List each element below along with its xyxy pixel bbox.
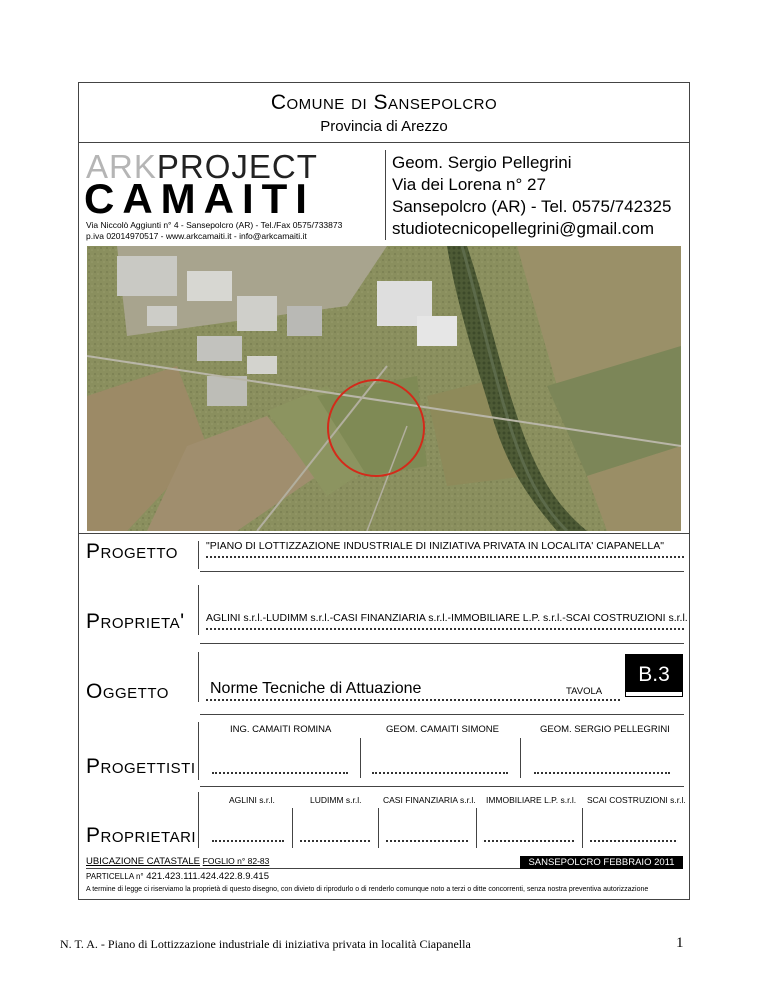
technician-city-tel: Sansepolcro (AR) - Tel. 0575/742325 [392, 197, 672, 216]
proprietario-name-2: LUDIMM s.r.l. [310, 795, 362, 805]
divider-progetto-bottom [200, 571, 684, 572]
progetto-label: Progetto [86, 540, 178, 563]
tavola-strip [625, 691, 683, 697]
proprietario-signature-line-4 [484, 840, 574, 842]
proprietari-separator [198, 792, 199, 848]
camaiti-logo: CAMAITI [84, 175, 315, 222]
progettisti-separator [198, 722, 199, 780]
progetto-dotted-line [206, 556, 684, 558]
progetto-separator [198, 541, 199, 569]
proprieta-label: Proprieta' [86, 610, 185, 633]
proprietari-label: Proprietari [86, 824, 197, 847]
divider-progettisti-bottom [200, 786, 684, 787]
progettista-name-2: GEOM. CAMAITI SIMONE [386, 724, 499, 735]
proprietario-name-5: SCAI COSTRUZIONI s.r.l. [587, 795, 686, 805]
progettisti-col-sep-2 [520, 738, 521, 778]
proprieta-separator [198, 585, 199, 635]
ubicazione-catastale: UBICAZIONE CATASTALE FOGLIO n° 82-83 [86, 856, 270, 867]
tavola-number-box [625, 654, 683, 696]
progetto-value: "PIANO DI LOTTIZZAZIONE INDUSTRIALE DI INIZIATIVA PRIVATA IN LOCALITA' CIAPANELLA" [206, 540, 664, 552]
proprietario-signature-line-3 [386, 840, 468, 842]
technician-street: Via dei Lorena n° 27 [392, 175, 546, 194]
proprietario-signature-line-5 [590, 840, 676, 842]
oggetto-value: Norme Tecniche di Attuazione [210, 680, 422, 697]
proprietario-signature-line-2 [300, 840, 370, 842]
proprietario-name-4: IMMOBILIARE L.P. s.r.l. [486, 795, 577, 805]
catasto-underline [86, 868, 520, 869]
progettista-signature-line-3 [534, 772, 670, 774]
oggetto-dotted-line [206, 699, 620, 701]
divider-proprieta-bottom [200, 643, 684, 644]
technician-contact [392, 152, 688, 240]
aerial-photo [87, 246, 681, 531]
copyright-disclaimer: A termine di legge ci riserviamo la proprietà di questo disegno, con divieto di riprodurlo o di renderlo comunque noto a terzi o ditte concorrenti, senza nostra preventiva autorizzazione [86, 886, 649, 893]
technician-email: studiotecnicopellegrini@gmail.com [392, 219, 654, 238]
proprietari-col-sep-3 [476, 808, 477, 848]
oggetto-separator [198, 652, 199, 702]
date-box: SANSEPOLCRO FEBBRAIO 2011 [520, 856, 683, 869]
tavola-label: TAVOLA [566, 686, 603, 697]
progettisti-col-sep-1 [360, 738, 361, 778]
comune-title: Comune di Sansepolcro [270, 91, 498, 114]
progettista-signature-line-2 [372, 772, 508, 774]
progettista-name-1: ING. CAMAITI ROMINA [230, 724, 332, 735]
tavola-number: B.3 [638, 663, 670, 686]
studio-address: Via Niccolò Aggiunti n° 4 - Sansepolcro (AR) - Tel./Fax 0575/733873 p.iva 02014970517 - www.arkcamaiti.it - info@arkcamaiti.it [86, 220, 343, 241]
proprietari-col-sep-1 [292, 808, 293, 848]
page-footer-text: N. T. A. - Piano di Lottizzazione industriale di iniziativa privata in località Ciapanella [60, 937, 471, 951]
proprieta-dotted-line [206, 628, 684, 630]
proprieta-value: AGLINI s.r.l.-LUDIMM s.r.l.-CASI FINANZIARIA s.r.l.-IMMOBILIARE L.P. s.r.l.-SCAI COSTRUZIONI s.r.l. [206, 612, 688, 624]
proprietario-signature-line-1 [212, 840, 284, 842]
page-number: 1 [676, 935, 684, 951]
proprietario-name-1: AGLINI s.r.l. [229, 795, 275, 805]
divider-oggetto-bottom [200, 714, 684, 715]
oggetto-label: Oggetto [86, 680, 169, 703]
particella: PARTICELLA n° 421.423.111.424.422.8.9.415 [86, 871, 269, 882]
arkproject-logo: ARKPROJECT [86, 148, 318, 185]
header-divider [78, 142, 690, 143]
progettisti-label: Progettisti [86, 755, 196, 778]
proprietario-name-3: CASI FINANZIARIA s.r.l. [383, 795, 476, 805]
proprietari-col-sep-2 [378, 808, 379, 848]
progettista-signature-line-1 [212, 772, 348, 774]
provincia-subtitle: Provincia di Arezzo [320, 118, 448, 135]
technician-name: Geom. Sergio Pellegrini [392, 153, 572, 172]
logo-separator [385, 150, 386, 240]
divider-progetto-top [78, 533, 690, 534]
progettista-name-3: GEOM. SERGIO PELLEGRINI [540, 724, 670, 735]
proprietari-col-sep-4 [582, 808, 583, 848]
